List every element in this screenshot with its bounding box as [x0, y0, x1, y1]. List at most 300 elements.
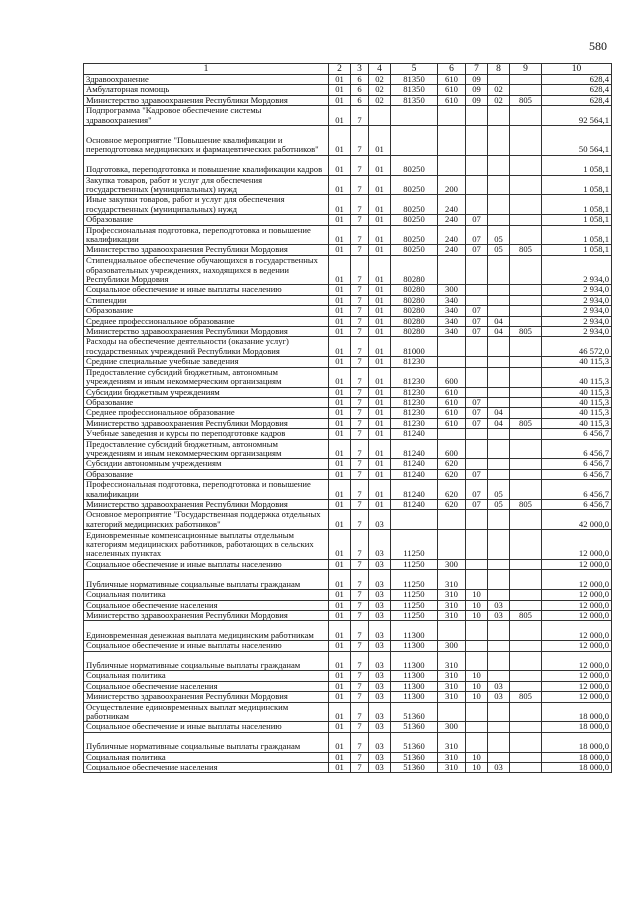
row-label: Социальное обеспечение населения [84, 681, 329, 691]
row-label: Субсидии автономным учреждениям [84, 459, 329, 469]
amount-cell: 12 000,0 [542, 530, 612, 560]
code-cell: 01 [329, 752, 351, 762]
table-row [84, 600, 612, 610]
code-cell [488, 367, 510, 387]
code-cell: 05 [488, 499, 510, 509]
row-label: Министерство здравоохранения Республики Мордовия [84, 327, 329, 337]
code-cell [488, 175, 510, 195]
amount-cell: 12 000,0 [542, 692, 612, 702]
table-row [84, 95, 612, 105]
code-cell: 7 [351, 367, 369, 387]
table-row [84, 499, 612, 509]
row-label: Публичные нормативные социальные выплаты гражданам [84, 570, 329, 590]
code-cell [466, 641, 488, 651]
code-cell: 02 [488, 85, 510, 95]
code-cell: 81240 [391, 429, 438, 439]
code-cell: 610 [438, 75, 466, 85]
code-cell [510, 681, 542, 691]
code-cell: 7 [351, 418, 369, 428]
code-cell [510, 510, 542, 530]
code-cell [466, 175, 488, 195]
code-cell: 04 [488, 418, 510, 428]
header-cell: 2 [329, 64, 351, 75]
code-cell: 80250 [391, 225, 438, 245]
table-header [84, 64, 612, 75]
code-cell [488, 722, 510, 732]
code-cell: 01 [329, 459, 351, 469]
row-label: Министерство здравоохранения Республики Мордовия [84, 610, 329, 620]
code-cell: 04 [488, 408, 510, 418]
amount-cell: 92 564,1 [542, 106, 612, 126]
code-cell: 01 [329, 316, 351, 326]
code-cell: 07 [466, 397, 488, 407]
code-cell [510, 530, 542, 560]
row-label: Министерство здравоохранения Республики Мордовия [84, 95, 329, 105]
code-cell: 300 [438, 722, 466, 732]
code-cell: 01 [329, 600, 351, 610]
code-cell: 01 [369, 408, 391, 418]
code-cell: 09 [466, 75, 488, 85]
amount-cell: 12 000,0 [542, 600, 612, 610]
code-cell [488, 702, 510, 722]
amount-cell: 6 456,7 [542, 429, 612, 439]
row-label: Здравоохранение [84, 75, 329, 85]
code-cell: 01 [329, 95, 351, 105]
code-cell: 7 [351, 195, 369, 215]
row-label: Подготовка, переподготовка и повышение квалификации кадров [84, 155, 329, 175]
code-cell: 7 [351, 692, 369, 702]
table-row [84, 418, 612, 428]
code-cell: 01 [329, 126, 351, 156]
table-row [84, 752, 612, 762]
code-cell: 02 [369, 95, 391, 105]
code-cell: 81230 [391, 357, 438, 367]
code-cell: 11300 [391, 651, 438, 671]
code-cell: 01 [329, 530, 351, 560]
table-row [84, 285, 612, 295]
code-cell: 03 [369, 600, 391, 610]
code-cell: 610 [438, 408, 466, 418]
row-label: Субсидии бюджетным учреждениям [84, 387, 329, 397]
code-cell: 340 [438, 306, 466, 316]
row-label: Министерство здравоохранения Республики Мордовия [84, 418, 329, 428]
row-label: Амбулаторная помощь [84, 85, 329, 95]
code-cell [438, 255, 466, 285]
code-cell: 02 [488, 95, 510, 105]
header-cell: 4 [369, 64, 391, 75]
code-cell: 03 [369, 681, 391, 691]
row-label: Закупка товаров, работ и услуг для обеспечения государственных (муниципальных) нужд [84, 175, 329, 195]
row-label: Иные закупки товаров, работ и услуг для обеспечения государственных (муниципальных) нужд [84, 195, 329, 215]
table-row [84, 702, 612, 722]
code-cell: 600 [438, 367, 466, 387]
code-cell: 81240 [391, 469, 438, 479]
code-cell: 01 [369, 306, 391, 316]
code-cell: 11300 [391, 671, 438, 681]
amount-cell: 40 115,3 [542, 418, 612, 428]
code-cell [438, 106, 466, 126]
code-cell: 01 [329, 75, 351, 85]
code-cell: 7 [351, 295, 369, 305]
code-cell [510, 85, 542, 95]
code-cell [488, 295, 510, 305]
code-cell: 805 [510, 499, 542, 509]
code-cell: 10 [466, 762, 488, 772]
table-row [84, 692, 612, 702]
code-cell: 01 [369, 499, 391, 509]
amount-cell: 12 000,0 [542, 641, 612, 651]
amount-cell: 18 000,0 [542, 722, 612, 732]
code-cell: 7 [351, 702, 369, 722]
code-cell: 620 [438, 480, 466, 500]
table-row [84, 367, 612, 387]
amount-cell: 2 934,0 [542, 295, 612, 305]
amount-cell: 6 456,7 [542, 439, 612, 459]
code-cell: 80280 [391, 306, 438, 316]
header-cell: 1 [84, 64, 329, 75]
code-cell: 11300 [391, 641, 438, 651]
code-cell: 05 [488, 245, 510, 255]
amount-cell: 1 058,1 [542, 195, 612, 215]
code-cell [510, 469, 542, 479]
code-cell: 310 [438, 752, 466, 762]
amount-cell: 40 115,3 [542, 367, 612, 387]
code-cell: 7 [351, 285, 369, 295]
code-cell: 7 [351, 732, 369, 752]
code-cell: 05 [488, 225, 510, 245]
code-cell [488, 285, 510, 295]
code-cell [488, 469, 510, 479]
code-cell: 01 [369, 126, 391, 156]
code-cell: 6 [351, 95, 369, 105]
row-label: Среднее профессиональное образование [84, 408, 329, 418]
code-cell: 7 [351, 439, 369, 459]
code-cell [510, 439, 542, 459]
code-cell: 240 [438, 225, 466, 245]
code-cell [466, 367, 488, 387]
code-cell: 80280 [391, 327, 438, 337]
code-cell [466, 510, 488, 530]
amount-cell: 18 000,0 [542, 702, 612, 722]
amount-cell: 40 115,3 [542, 357, 612, 367]
code-cell: 7 [351, 600, 369, 610]
code-cell [391, 510, 438, 530]
code-cell [510, 429, 542, 439]
code-cell [510, 387, 542, 397]
table-row [84, 429, 612, 439]
header-cell: 5 [391, 64, 438, 75]
code-cell: 01 [369, 327, 391, 337]
code-cell: 01 [369, 295, 391, 305]
amount-cell: 12 000,0 [542, 651, 612, 671]
code-cell [510, 155, 542, 175]
code-cell [488, 651, 510, 671]
code-cell: 805 [510, 327, 542, 337]
table-row [84, 175, 612, 195]
header-cell: 3 [351, 64, 369, 75]
code-cell: 610 [438, 397, 466, 407]
table-row [84, 671, 612, 681]
code-cell: 300 [438, 559, 466, 569]
code-cell: 7 [351, 570, 369, 590]
code-cell: 01 [329, 762, 351, 772]
code-cell: 7 [351, 408, 369, 418]
row-label: Социальное обеспечение населения [84, 762, 329, 772]
code-cell [488, 671, 510, 681]
amount-cell: 12 000,0 [542, 610, 612, 620]
row-label: Публичные нормативные социальные выплаты гражданам [84, 732, 329, 752]
code-cell: 200 [438, 175, 466, 195]
code-cell [510, 175, 542, 195]
code-cell [510, 126, 542, 156]
code-cell: 01 [329, 337, 351, 357]
code-cell [510, 732, 542, 752]
code-cell: 80280 [391, 295, 438, 305]
code-cell [488, 641, 510, 651]
code-cell: 310 [438, 671, 466, 681]
code-cell: 01 [329, 439, 351, 459]
code-cell: 01 [369, 225, 391, 245]
code-cell [466, 155, 488, 175]
code-cell: 610 [438, 85, 466, 95]
table-row [84, 651, 612, 671]
code-cell: 7 [351, 671, 369, 681]
code-cell: 01 [329, 195, 351, 215]
code-cell [488, 387, 510, 397]
code-cell: 03 [369, 621, 391, 641]
amount-cell: 40 115,3 [542, 397, 612, 407]
code-cell [391, 106, 438, 126]
code-cell: 01 [329, 397, 351, 407]
code-cell: 7 [351, 499, 369, 509]
code-cell: 310 [438, 570, 466, 590]
code-cell: 07 [466, 418, 488, 428]
code-cell: 01 [329, 295, 351, 305]
code-cell [466, 255, 488, 285]
code-cell [510, 285, 542, 295]
code-cell: 01 [329, 480, 351, 500]
code-cell: 10 [466, 752, 488, 762]
code-cell: 7 [351, 245, 369, 255]
code-cell: 07 [466, 480, 488, 500]
code-cell: 03 [369, 570, 391, 590]
code-cell: 80250 [391, 155, 438, 175]
code-cell: 07 [466, 316, 488, 326]
code-cell: 01 [329, 85, 351, 95]
table-row [84, 337, 612, 357]
code-cell: 07 [466, 245, 488, 255]
code-cell [488, 530, 510, 560]
code-cell: 7 [351, 306, 369, 316]
amount-cell: 6 456,7 [542, 469, 612, 479]
code-cell [488, 439, 510, 459]
code-cell: 81230 [391, 367, 438, 387]
code-cell: 51360 [391, 732, 438, 752]
code-cell [510, 480, 542, 500]
code-cell: 51360 [391, 702, 438, 722]
code-cell: 7 [351, 559, 369, 569]
header-cell: 9 [510, 64, 542, 75]
code-cell: 01 [329, 722, 351, 732]
code-cell [488, 357, 510, 367]
row-label: Среднее профессиональное образование [84, 316, 329, 326]
code-cell [438, 510, 466, 530]
row-label: Профессиональная подготовка, переподготовка и повышение квалификации [84, 225, 329, 245]
code-cell [510, 722, 542, 732]
row-label: Стипендиальное обеспечение обучающихся в государственных образовательных учреждениях, находящихся в ведении Республики Мордовия [84, 255, 329, 285]
amount-cell: 12 000,0 [542, 681, 612, 691]
code-cell: 10 [466, 610, 488, 620]
code-cell: 10 [466, 681, 488, 691]
code-cell: 81230 [391, 418, 438, 428]
code-cell: 7 [351, 469, 369, 479]
table-row [84, 559, 612, 569]
code-cell: 01 [329, 732, 351, 752]
code-cell [510, 367, 542, 387]
code-cell [510, 590, 542, 600]
code-cell: 01 [369, 367, 391, 387]
row-label: Образование [84, 306, 329, 316]
table-row [84, 570, 612, 590]
code-cell [510, 75, 542, 85]
code-cell: 07 [466, 327, 488, 337]
row-label: Расходы на обеспечение деятельности (оказание услуг) государственных учреждений Республики Мордовия [84, 337, 329, 357]
code-cell: 01 [329, 175, 351, 195]
budget-table [83, 63, 612, 773]
amount-cell: 1 058,1 [542, 215, 612, 225]
code-cell [466, 106, 488, 126]
code-cell: 01 [369, 439, 391, 459]
code-cell [488, 732, 510, 752]
code-cell: 01 [329, 255, 351, 285]
amount-cell: 1 058,1 [542, 245, 612, 255]
amount-cell: 12 000,0 [542, 621, 612, 641]
code-cell: 6 [351, 85, 369, 95]
code-cell: 07 [466, 408, 488, 418]
amount-cell: 2 934,0 [542, 285, 612, 295]
code-cell: 7 [351, 255, 369, 285]
code-cell: 7 [351, 621, 369, 641]
code-cell [438, 702, 466, 722]
table-row [84, 357, 612, 367]
code-cell: 01 [369, 459, 391, 469]
table-row [84, 215, 612, 225]
code-cell: 11300 [391, 681, 438, 691]
code-cell: 80250 [391, 175, 438, 195]
code-cell: 01 [329, 306, 351, 316]
code-cell: 7 [351, 337, 369, 357]
code-cell: 7 [351, 387, 369, 397]
code-cell [510, 215, 542, 225]
code-cell: 03 [369, 671, 391, 681]
code-cell: 03 [369, 590, 391, 600]
code-cell [438, 429, 466, 439]
code-cell: 81240 [391, 499, 438, 509]
row-label: Единовременные компенсационные выплаты отдельным категориям медицинских работников, работающих в сельских населенных пунктах [84, 530, 329, 560]
code-cell: 04 [488, 316, 510, 326]
code-cell: 51360 [391, 722, 438, 732]
code-cell: 11250 [391, 570, 438, 590]
code-cell: 7 [351, 610, 369, 620]
code-cell: 03 [369, 510, 391, 530]
code-cell: 03 [369, 732, 391, 752]
code-cell: 01 [369, 418, 391, 428]
code-cell: 6 [351, 75, 369, 85]
row-label: Предоставление субсидий бюджетным, автономным учреждениям и иным некоммерческим организациям [84, 439, 329, 459]
code-cell: 310 [438, 762, 466, 772]
code-cell: 340 [438, 295, 466, 305]
code-cell: 7 [351, 722, 369, 732]
code-cell: 310 [438, 610, 466, 620]
code-cell [488, 397, 510, 407]
code-cell [488, 215, 510, 225]
code-cell [488, 306, 510, 316]
code-cell: 07 [466, 215, 488, 225]
table-row [84, 722, 612, 732]
code-cell [488, 570, 510, 590]
amount-cell: 2 934,0 [542, 327, 612, 337]
code-cell: 81240 [391, 439, 438, 459]
code-cell [391, 126, 438, 156]
code-cell: 610 [438, 95, 466, 105]
code-cell [510, 295, 542, 305]
code-cell [466, 126, 488, 156]
code-cell [466, 357, 488, 367]
code-cell: 80250 [391, 245, 438, 255]
code-cell: 01 [369, 175, 391, 195]
code-cell: 09 [466, 95, 488, 105]
amount-cell: 40 115,3 [542, 387, 612, 397]
code-cell: 80250 [391, 195, 438, 215]
code-cell [510, 195, 542, 215]
code-cell [466, 559, 488, 569]
code-cell: 03 [369, 722, 391, 732]
amount-cell: 40 115,3 [542, 408, 612, 418]
code-cell [488, 621, 510, 641]
code-cell: 02 [369, 75, 391, 85]
code-cell: 01 [329, 387, 351, 397]
table-row [84, 306, 612, 316]
row-label: Учебные заведения и курсы по переподготовке кадров [84, 429, 329, 439]
code-cell: 03 [369, 651, 391, 671]
code-cell: 7 [351, 327, 369, 337]
code-cell: 03 [369, 559, 391, 569]
code-cell: 7 [351, 590, 369, 600]
code-cell: 620 [438, 459, 466, 469]
code-cell: 01 [369, 155, 391, 175]
code-cell [488, 106, 510, 126]
code-cell: 10 [466, 692, 488, 702]
code-cell [466, 732, 488, 752]
row-label: Основное мероприятие "Государственная поддержка отдельных категорий медицинских работников" [84, 510, 329, 530]
code-cell: 11250 [391, 530, 438, 560]
table-row [84, 439, 612, 459]
row-label: Средние специальные учебные заведения [84, 357, 329, 367]
code-cell [438, 126, 466, 156]
code-cell: 01 [329, 418, 351, 428]
code-cell: 310 [438, 692, 466, 702]
amount-cell: 628,4 [542, 85, 612, 95]
code-cell: 01 [329, 651, 351, 671]
row-label: Основное мероприятие "Повышение квалификации и переподготовка медицинских и фармацевтических работников" [84, 126, 329, 156]
code-cell [510, 357, 542, 367]
code-cell: 300 [438, 285, 466, 295]
code-cell: 10 [466, 600, 488, 610]
table-row [84, 327, 612, 337]
row-label: Министерство здравоохранения Республики Мордовия [84, 245, 329, 255]
code-cell [510, 651, 542, 671]
code-cell: 07 [466, 499, 488, 509]
